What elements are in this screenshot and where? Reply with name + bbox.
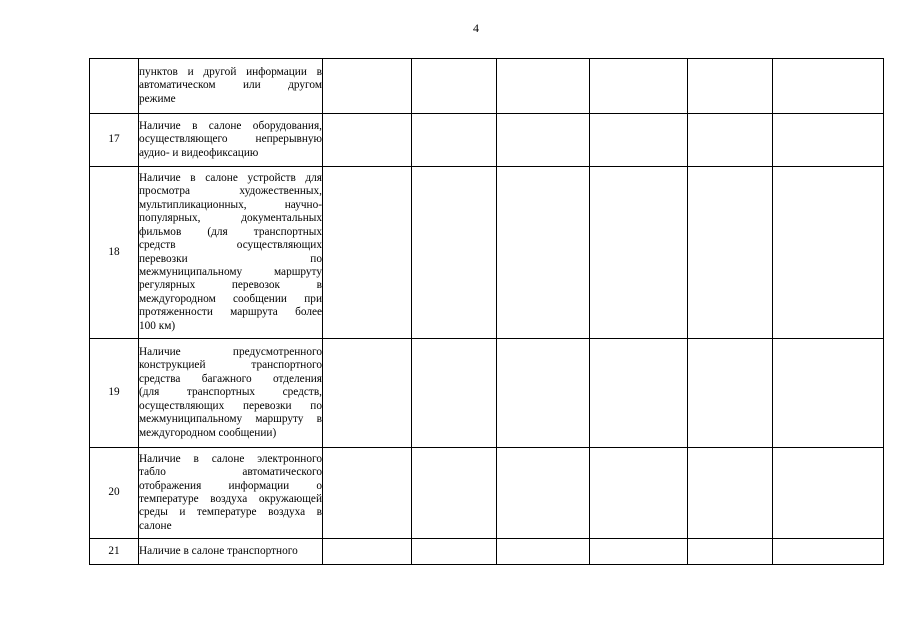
empty-cell (590, 167, 688, 339)
description-line: осуществляющих перевозки по (139, 399, 322, 412)
empty-cell (497, 448, 590, 539)
table-row (90, 114, 884, 167)
description-line: просмотра художественных, (139, 185, 322, 198)
description-line: перевозки по (139, 252, 322, 265)
row-number (90, 59, 139, 114)
row-number: 21 (90, 539, 139, 565)
table-row (90, 448, 884, 539)
empty-cell (412, 167, 497, 339)
description-line: средства багажного отделения (139, 372, 322, 385)
empty-cell (323, 448, 412, 539)
description-line: отображения информации о (139, 479, 322, 492)
row-description (139, 539, 323, 565)
description-line: 100 км) (139, 319, 176, 332)
empty-cell (412, 339, 497, 448)
description-line: межмуниципальному маршруту (139, 265, 322, 278)
description-line: табло автоматического (139, 466, 322, 479)
empty-cell (412, 114, 497, 167)
empty-cell (773, 59, 884, 114)
description-line: салоне (139, 519, 172, 532)
empty-cell (323, 114, 412, 167)
description-line: междугородном сообщении при (139, 292, 322, 305)
table-row (90, 539, 884, 565)
empty-cell (412, 59, 497, 114)
empty-cell (688, 114, 773, 167)
row-number: 17 (90, 114, 139, 167)
empty-cell (688, 448, 773, 539)
empty-cell (412, 448, 497, 539)
table-body (90, 59, 884, 565)
description-line: фильмов (для транспортных (139, 225, 322, 238)
empty-cell (497, 59, 590, 114)
description-line: популярных, документальных (139, 212, 322, 225)
empty-cell (688, 539, 773, 565)
empty-cell (497, 114, 590, 167)
description-line: пунктов и другой информации в (139, 65, 322, 78)
description-line: Наличие в салоне оборудования, (139, 119, 322, 132)
description-line: (для транспортных средств, (139, 386, 322, 399)
empty-cell (323, 167, 412, 339)
description-line: регулярных перевозок в (139, 279, 322, 292)
empty-cell (590, 339, 688, 448)
empty-cell (590, 539, 688, 565)
empty-cell (590, 448, 688, 539)
row-description (139, 448, 323, 539)
description-line: Наличие в салоне электронного (139, 452, 322, 465)
empty-cell (590, 59, 688, 114)
empty-cell (773, 539, 884, 565)
empty-cell (323, 339, 412, 448)
table-row (90, 167, 884, 339)
description-line: автоматическом или другом (139, 79, 322, 92)
empty-cell (590, 114, 688, 167)
empty-cell (497, 339, 590, 448)
description-line: температуре воздуха окружающей (139, 493, 322, 505)
empty-cell (688, 59, 773, 114)
row-number: 18 (90, 167, 139, 339)
description-line: Наличие в салоне транспортного (139, 544, 298, 557)
description-line: межмуниципальному маршруту в (139, 413, 322, 426)
description-line: Наличие предусмотренного (139, 346, 322, 359)
empty-cell (323, 539, 412, 565)
requirements-table (89, 58, 884, 565)
row-description (139, 339, 323, 448)
description-line: средств осуществляющих (139, 239, 322, 252)
empty-cell (773, 114, 884, 167)
empty-cell (688, 167, 773, 339)
empty-cell (497, 167, 590, 339)
row-number: 20 (90, 448, 139, 539)
page-number: 4 (473, 21, 479, 35)
description-line: осуществляющего непрерывную (139, 133, 322, 146)
table-row (90, 339, 884, 448)
row-number: 19 (90, 339, 139, 448)
description-line: мультипликационных, научно- (139, 198, 322, 211)
row-description (139, 114, 323, 167)
row-description (139, 59, 323, 114)
empty-cell (412, 539, 497, 565)
row-description (139, 167, 323, 339)
description-line: среды и температуре воздуха в (139, 506, 322, 519)
description-line: Наличие в салоне устройств для (139, 172, 322, 185)
description-line: протяженности маршрута более (139, 306, 322, 319)
empty-cell (773, 448, 884, 539)
description-line: аудио- и видеофиксацию (139, 146, 259, 159)
empty-cell (323, 59, 412, 114)
table-row (90, 59, 884, 114)
description-line: конструкцией транспортного (139, 359, 322, 372)
empty-cell (688, 339, 773, 448)
empty-cell (497, 539, 590, 565)
description-line: междугородном сообщении) (139, 426, 277, 439)
empty-cell (773, 167, 884, 339)
empty-cell (773, 339, 884, 448)
description-line: режиме (139, 92, 176, 105)
